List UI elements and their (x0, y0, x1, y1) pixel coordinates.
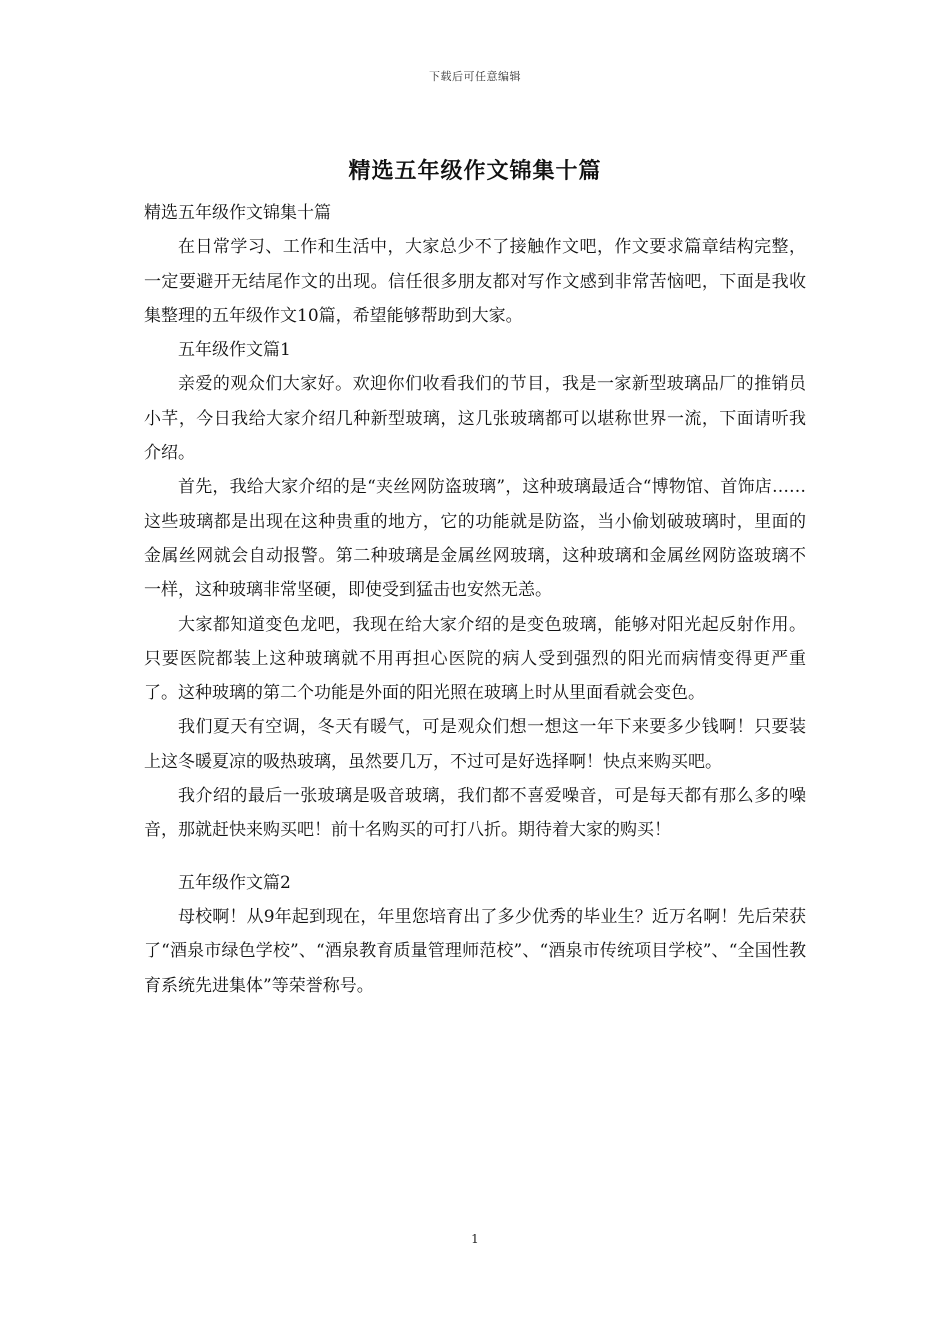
body-paragraph: 我介绍的最后一张玻璃是吸音玻璃，我们都不喜爱噪音，可是每天都有那么多的噪音，那就赶快来购买吧！前十名购买的可打八折。期待着大家的购买！ (144, 786, 806, 841)
document-body (144, 196, 806, 1003)
page-header: 下载后可任意编辑 (429, 70, 521, 83)
document-title: 精选五年级作文锦集十篇 (348, 158, 602, 184)
section-heading-2: 五年级作文篇2 (178, 872, 291, 893)
document-subtitle: 精选五年级作文锦集十篇 (144, 203, 331, 223)
body-paragraph: 大家都知道变色龙吧，我现在给大家介绍的是变色玻璃，能够对阳光起反射作用。只要医院都装上这种玻璃就不用再担心医院的病人受到强烈的阳光而病情变得更严重了。这种玻璃的第二个功能是外面的阳光照在玻璃上时从里面看就会变色。 (144, 614, 806, 704)
body-paragraph: 我们夏天有空调，冬天有暖气，可是观众们想一想这一年下来要多少钱啊！只要装上这冬暖夏凉的吸热玻璃，虽然要几万，不过可是好选择啊！快点来购买吧。 (144, 717, 806, 772)
section-heading-1: 五年级作文篇1 (178, 340, 291, 361)
body-paragraph: 首先，我给大家介绍的是“夹丝网防盗玻璃”，这种玻璃最适合“博物馆、首饰店……这些玻璃都是出现在这种贵重的地方，它的功能就是防盗，当小偷划破玻璃时，里面的金属丝网就会自动报警。第二种玻璃是金属丝网玻璃，这种玻璃和金属丝网防盗玻璃不一样，这种玻璃非常坚硬，即使受到猛击也安然无恙。 (144, 477, 806, 601)
body-paragraph: 亲爱的观众们大家好。欢迎你们收看我们的节目，我是一家新型玻璃品厂的推销员小芊，今日我给大家介绍几种新型玻璃，这几张玻璃都可以堪称世界一流，下面请听我介绍。 (144, 374, 806, 464)
page-number: 1 (471, 1232, 479, 1246)
intro-paragraph: 在日常学习、工作和生活中，大家总少不了接触作文吧，作文要求篇章结构完整，一定要避开无结尾作文的出现。信任很多朋友都对写作文感到非常苦恼吧，下面是我收集整理的五年级作文10篇，希望能够帮助到大家。 (144, 237, 806, 326)
body-paragraph: 母校啊！从9年起到现在，年里您培育出了多少优秀的毕业生？近万名啊！先后荣获了“酒泉市绿色学校”、“酒泉教育质量管理师范校”、“酒泉市传统项目学校”、“全国性教育系统先进集体”等荣誉称号。 (144, 906, 806, 996)
